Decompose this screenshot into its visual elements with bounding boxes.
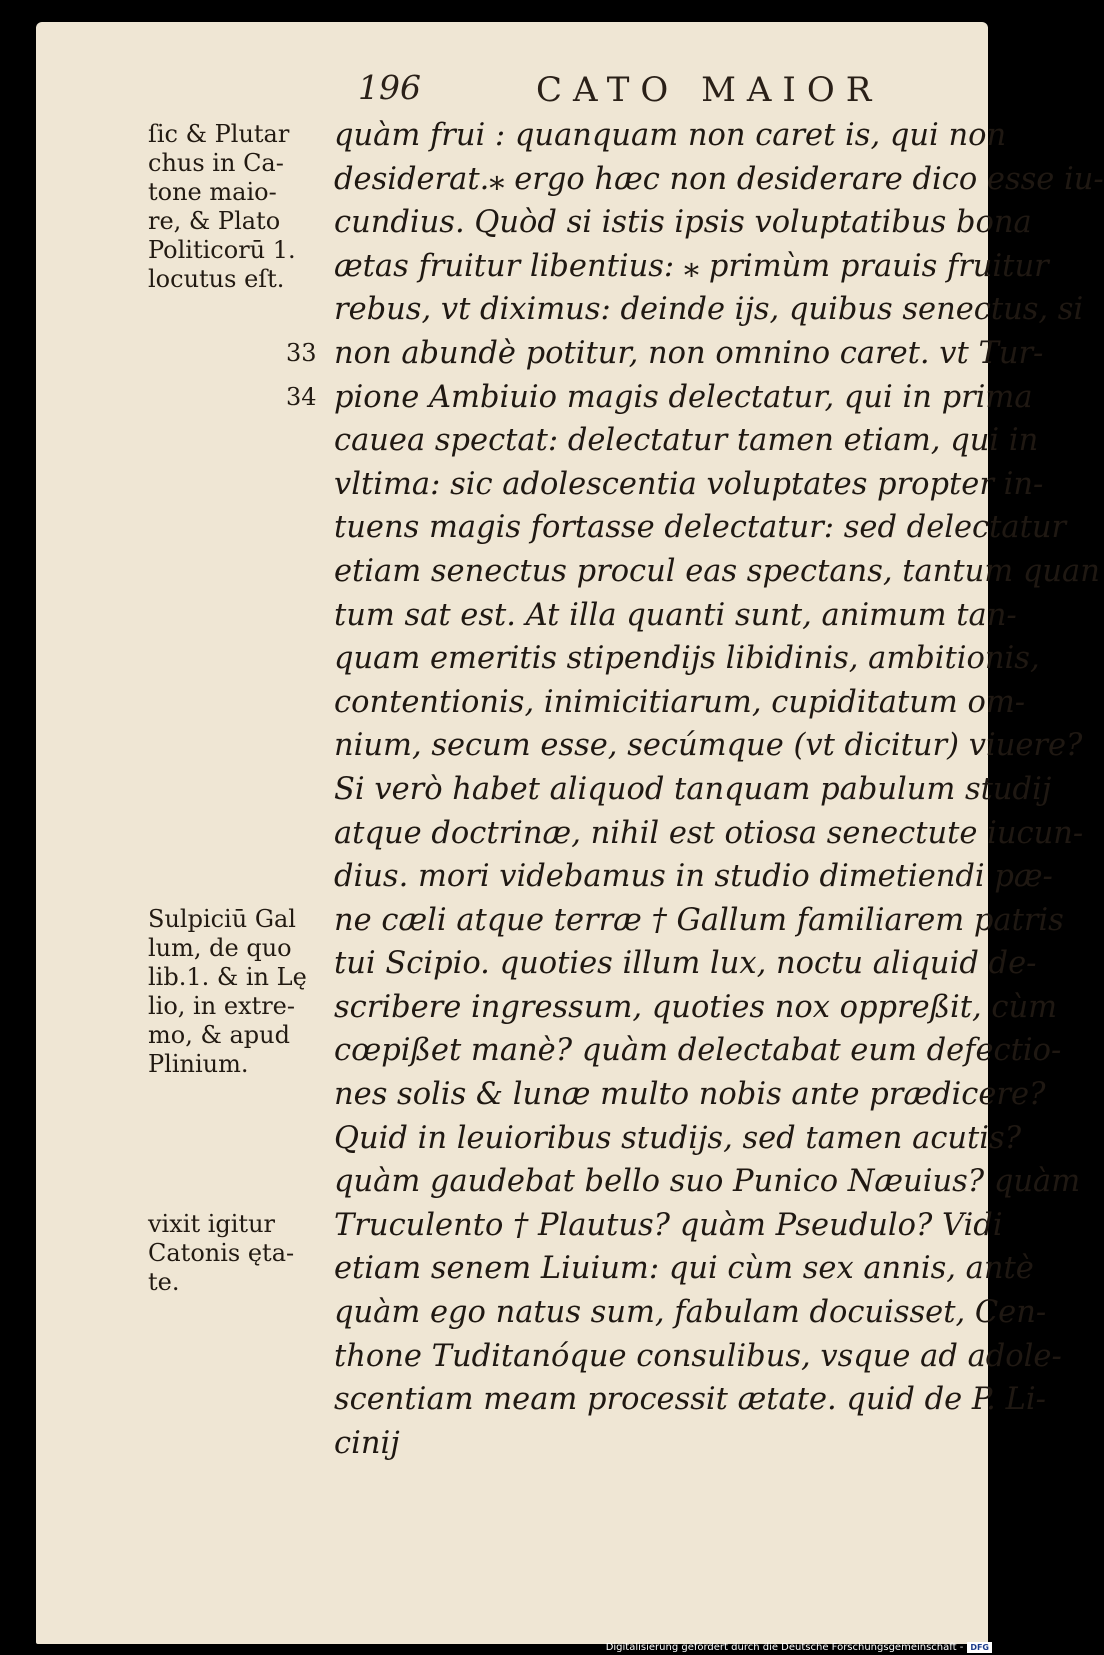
text-line: cundius. Quòd si istis ipsis voluptatibus bona [334, 205, 1032, 241]
text-line: quàm frui : quanquam non caret is, qui non [334, 118, 1007, 153]
text-line: quam emeritis stipendijs libidinis, ambitionis, [334, 641, 1040, 677]
text-line: ætas fruitur libentius: ⁎ primùm prauis fruitur [334, 248, 1049, 284]
margin-note [148, 120, 348, 294]
text-line: scribere ingressum, quoties nox oppreßit, cùm [334, 989, 1058, 1025]
margin-note-line: Plinium. [148, 1049, 249, 1078]
text-line: Truculento † Plautus? quàm Pseudulo? Vidi [334, 1207, 1003, 1243]
text-line: scentiam meam processit ætate. quid de P. Li- [334, 1382, 1046, 1418]
text-line: etiam senectus procul eas spectans, tantum quan [334, 553, 1100, 589]
text-line: nes solis & lunæ multo nobis ante prædicere? [334, 1077, 1046, 1113]
text-line: vltima: sic adolescentia voluptates propter in- [334, 466, 1044, 502]
text-line: cœpißet manè? quàm delectabat eum defectio- [334, 1033, 1062, 1069]
text-line: ne cæli atque terræ † Gallum familiarem patris [334, 902, 1064, 938]
text-line: Si verò habet aliquod tanquam pabulum studij [334, 771, 1052, 807]
text-line: dius. mori videbamus in studio dimetiendi pæ- [334, 859, 1053, 895]
margin-note-line: chus in Ca- [148, 149, 284, 177]
margin-note-line: lib.1. & in Lę [148, 962, 307, 991]
page-number: 196 [358, 68, 421, 107]
text-line: cauea spectat: delectatur tamen etiam, qui in [334, 423, 1039, 459]
running-head: CATO MAIOR [536, 70, 883, 110]
margin-note-line: Sulpiciū Gal [148, 904, 296, 933]
text-line: tuens magis fortasse delectatur: sed delectatur [334, 510, 1067, 546]
margin-note-line: locutus eſt. [148, 265, 285, 293]
footer-credit [606, 1642, 992, 1653]
footer-credit-text: Digitalisierung gefördert durch die Deutsche Forschungsgemeinschaft - [605, 1642, 964, 1653]
dfg-logo: DFG [967, 1642, 992, 1653]
text-line: nium, secum esse, secúmque (vt dicitur) viuere? [334, 728, 1083, 764]
margin-note [148, 1210, 348, 1297]
text-line: etiam senem Liuium: qui cùm sex annis, antè [334, 1251, 1034, 1287]
text-line: Quid in leuioribus studijs, sed tamen acutis? [334, 1120, 1022, 1156]
text-line: tum sat est. At illa quanti sunt, animum tan- [334, 597, 1017, 633]
main-text [334, 114, 1104, 1465]
text-line: desiderat.⁎ ergo hæc non desiderare dico esse iu- [334, 161, 1104, 197]
text-line: non abundè potitur, non omnino caret. vt Tur- [334, 335, 1044, 371]
text-line: tui Scipio. quoties illum lux, noctu aliquid de- [334, 946, 1037, 982]
line-number: 33 [286, 339, 317, 367]
book-page [36, 22, 1104, 1644]
text-line: contentionis, inimicitiarum, cupiditatum om- [334, 684, 1026, 720]
margin-note-line: Catonis ęta- [148, 1239, 295, 1267]
margin-note-line: lio, in extre- [148, 991, 295, 1020]
margin-note-line: vixit igitur [148, 1210, 276, 1238]
margin-note-line: tone maio- [148, 178, 277, 206]
margin-note-line: te. [148, 1268, 180, 1296]
text-line: pione Ambiuio magis delectatur, qui in prima [334, 379, 1033, 415]
margin-note-line: mo, & apud [148, 1020, 290, 1049]
margin-note-line: Politicorū 1. [148, 236, 296, 264]
text-line: quàm ego natus sum, fabulam docuisset, Cen- [334, 1295, 1047, 1331]
text-line: atque doctrinæ, nihil est otiosa senectute iucun- [334, 815, 1084, 851]
text-line: quàm gaudebat bello suo Punico Næuius? quàm [334, 1164, 1081, 1200]
margin-note-line: ſic & Plutar [148, 120, 290, 148]
line-number: 34 [286, 382, 317, 411]
text-line: cinij [334, 1425, 400, 1461]
margin-note [148, 905, 348, 1079]
margin-note-line: lum, de quo [148, 933, 292, 962]
text-line: rebus, vt diximus: deinde ijs, quibus senectus, si [334, 292, 1084, 328]
text-line: thone Tuditanóque consulibus, vsque ad adole- [334, 1338, 1062, 1374]
margin-note-line: re, & Plato [148, 207, 281, 235]
